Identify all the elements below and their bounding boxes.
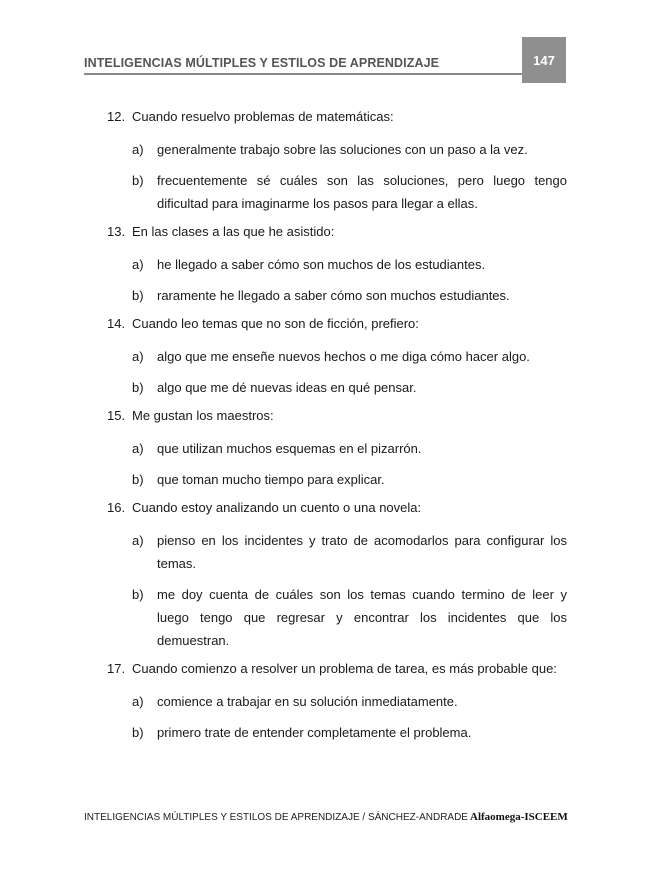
question-15	[107, 407, 567, 491]
option-letter: a)	[132, 142, 144, 157]
option-letter: b)	[132, 288, 144, 303]
option-a	[107, 437, 567, 460]
question-number: 15.	[107, 408, 126, 423]
option-b	[107, 169, 567, 215]
option-a	[107, 690, 567, 713]
option-text: generalmente trabajo sobre las soluciones con un paso a la vez.	[157, 142, 528, 157]
question-number: 16.	[107, 500, 126, 515]
option-a	[107, 345, 567, 368]
question-label: Cuando leo temas que no son de ficción, prefiero:	[132, 316, 419, 331]
question-number: 12.	[107, 109, 126, 124]
question-label: Cuando estoy analizando un cuento o una novela:	[132, 500, 422, 515]
option-letter: a)	[132, 257, 144, 272]
question-13	[107, 223, 567, 307]
header-title: INTELIGENCIAS MÚLTIPLES Y ESTILOS DE APRENDIZAJE	[84, 56, 440, 70]
question-text	[107, 108, 567, 126]
question-12	[107, 108, 567, 215]
option-text: comience a trabajar en su solución inmediatamente.	[157, 694, 458, 709]
question-text	[107, 660, 567, 678]
option-text: pienso en los incidentes y trato de acomodarlos para configurar los temas.	[157, 533, 567, 571]
option-b	[107, 284, 567, 307]
option-text: frecuentemente sé cuáles son las soluciones, pero luego tengo dificultad para imaginarme los pasos para llegar a ellas.	[157, 173, 567, 211]
question-text	[107, 499, 567, 517]
option-text: que toman mucho tiempo para explicar.	[157, 472, 385, 487]
option-text: algo que me dé nuevas ideas en qué pensar.	[157, 380, 417, 395]
option-b	[107, 583, 567, 652]
question-text	[107, 407, 567, 425]
footer-book-title: INTELIGENCIAS MÚLTIPLES Y ESTILOS DE APRENDIZAJE / SÁNCHEZ-ANDRADE	[84, 812, 468, 823]
question-number: 14.	[107, 316, 126, 331]
footer-publisher: Alfaomega-ISCEEM	[470, 811, 568, 823]
option-letter: b)	[132, 173, 144, 188]
option-letter: b)	[132, 725, 144, 740]
option-letter: b)	[132, 587, 144, 602]
page-number: 147	[522, 37, 566, 83]
option-a	[107, 529, 567, 575]
option-letter: a)	[132, 349, 144, 364]
question-text	[107, 223, 567, 241]
question-16	[107, 499, 567, 652]
option-b	[107, 376, 567, 399]
question-text	[107, 315, 567, 333]
option-text: he llegado a saber cómo son muchos de los estudiantes.	[157, 257, 486, 272]
option-text: algo que me enseñe nuevos hechos o me diga cómo hacer algo.	[157, 349, 530, 364]
option-text: me doy cuenta de cuáles son los temas cuando termino de leer y luego tengo que regresar y encontrar los incidentes que los demuestran.	[157, 587, 567, 648]
option-text: raramente he llegado a saber cómo son muchos estudiantes.	[157, 288, 510, 303]
option-letter: b)	[132, 472, 144, 487]
option-b	[107, 468, 567, 491]
option-text: que utilizan muchos esquemas en el pizarrón.	[157, 441, 422, 456]
header-rule	[84, 73, 522, 75]
question-number: 17.	[107, 661, 126, 676]
question-label: En las clases a las que he asistido:	[132, 224, 335, 239]
question-17	[107, 660, 567, 744]
option-text: primero trate de entender completamente el problema.	[157, 725, 472, 740]
question-label: Me gustan los maestros:	[132, 408, 274, 423]
question-number: 13.	[107, 224, 126, 239]
question-label: Cuando comienzo a resolver un problema de tarea, es más probable que:	[132, 661, 557, 676]
question-label: Cuando resuelvo problemas de matemáticas:	[132, 109, 394, 124]
option-a	[107, 138, 567, 161]
option-a	[107, 253, 567, 276]
option-b	[107, 721, 567, 744]
questionnaire	[107, 108, 567, 752]
option-letter: b)	[132, 380, 144, 395]
question-14	[107, 315, 567, 399]
option-letter: a)	[132, 533, 144, 548]
option-letter: a)	[132, 441, 144, 456]
option-letter: a)	[132, 694, 144, 709]
